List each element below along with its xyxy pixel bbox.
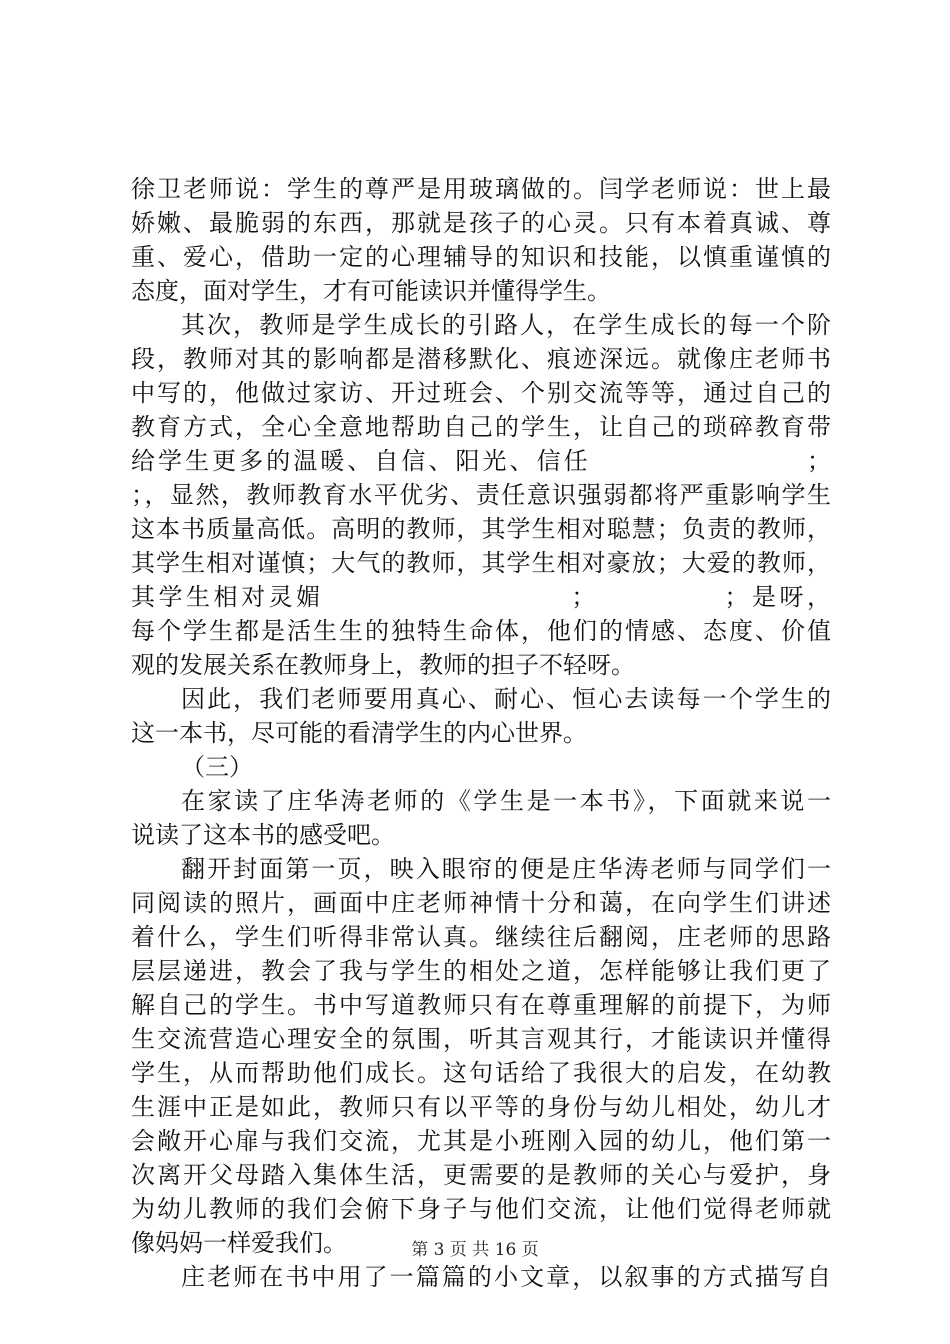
page-number-label: 第 3 页 共 16 页 xyxy=(411,1240,539,1260)
text-line: 会敞开心扉与我们交流，尤其是小班刚入园的幼儿，他们第一 xyxy=(131,1127,831,1155)
text-line: 教育方式，全心全意地帮助自己的学生，让自己的琐碎教育带 xyxy=(131,413,831,441)
text-line: 每个学生都是活生生的独特生命体，他们的情感、态度、价值 xyxy=(131,617,831,645)
document-body xyxy=(131,172,831,1294)
text-line: 徐卫老师说：学生的尊严是用玻璃做的。闫学老师说：世上最 xyxy=(131,175,831,203)
text-line: 重、爱心，借助一定的心理辅导的知识和技能，以慎重谨慎的 xyxy=(131,243,831,271)
text-line: 娇嫩、最脆弱的东西，那就是孩子的心灵。只有本着真诚、尊 xyxy=(131,209,831,237)
text-line: 中写的，他做过家访、开过班会、个别交流等等，通过自己的 xyxy=(131,379,831,407)
text-line: 层层递进，教会了我与学生的相处之道，怎样能够让我们更了 xyxy=(131,957,831,985)
text-line: 像妈妈一样爱我们。 xyxy=(131,1229,347,1257)
text-line: 段，教师对其的影响都是潜移默化、痕迹深远。就像庄老师书 xyxy=(131,345,831,373)
text-line: 其次，教师是学生成长的引路人，在学生成长的每一个阶 xyxy=(181,311,831,339)
text-line: 说读了这本书的感受吧。 xyxy=(131,821,395,849)
text-line: 生涯中正是如此，教师只有以平等的身份与幼儿相处，幼儿才 xyxy=(131,1093,831,1121)
text-line: 着什么，学生们听得非常认真。继续往后翻阅，庄老师的思路 xyxy=(131,923,831,951)
text-line: 学生，从而帮助他们成长。这句话给了我很大的启发，在幼教 xyxy=(131,1059,831,1087)
text-line: 态度，面对学生，才有可能读识并懂得学生。 xyxy=(131,277,611,305)
text-line: 解自己的学生。书中写道教师只有在尊重理解的前提下，为师 xyxy=(131,991,831,1019)
text-line: 因此，我们老师要用真心、耐心、恒心去读每一个学生的 xyxy=(181,685,831,713)
text-line: 其学生相对灵媚 ； ；是呀， xyxy=(131,583,831,611)
text-line: ；，显然，教师教育水平优劣、责任意识强弱都将严重影响学生 xyxy=(131,481,831,509)
text-line: （三） xyxy=(181,753,253,781)
text-line: 这本书质量高低。高明的教师，其学生相对聪慧；负责的教师， xyxy=(131,515,831,543)
page-footer xyxy=(0,1238,950,1262)
text-line: 其学生相对谨慎；大气的教师，其学生相对豪放；大爱的教师， xyxy=(131,549,831,577)
text-line: 次离开父母踏入集体生活，更需要的是教师的关心与爱护，身 xyxy=(131,1161,831,1189)
text-line: 为幼儿教师的我们会俯下身子与他们交流，让他们觉得老师就 xyxy=(131,1195,831,1223)
text-line: 观的发展关系在教师身上，教师的担子不轻呀。 xyxy=(131,651,635,679)
text-line: 同阅读的照片，画面中庄老师神情十分和蔼，在向学生们讲述 xyxy=(131,889,831,917)
text-line: 在家读了庄华涛老师的《学生是一本书》，下面就来说一 xyxy=(181,787,831,815)
text-line: 翻开封面第一页，映入眼帘的便是庄华涛老师与同学们一 xyxy=(181,855,831,883)
text-line: 庄老师在书中用了一篇篇的小文章，以叙事的方式描写自 xyxy=(181,1263,831,1291)
text-line: 生交流营造心理安全的氛围，听其言观其行，才能读识并懂得 xyxy=(131,1025,831,1053)
text-line: 这一本书，尽可能的看清学生的内心世界。 xyxy=(131,719,587,747)
text-line: 给学生更多的温暖、自信、阳光、信任 ； xyxy=(131,447,831,475)
